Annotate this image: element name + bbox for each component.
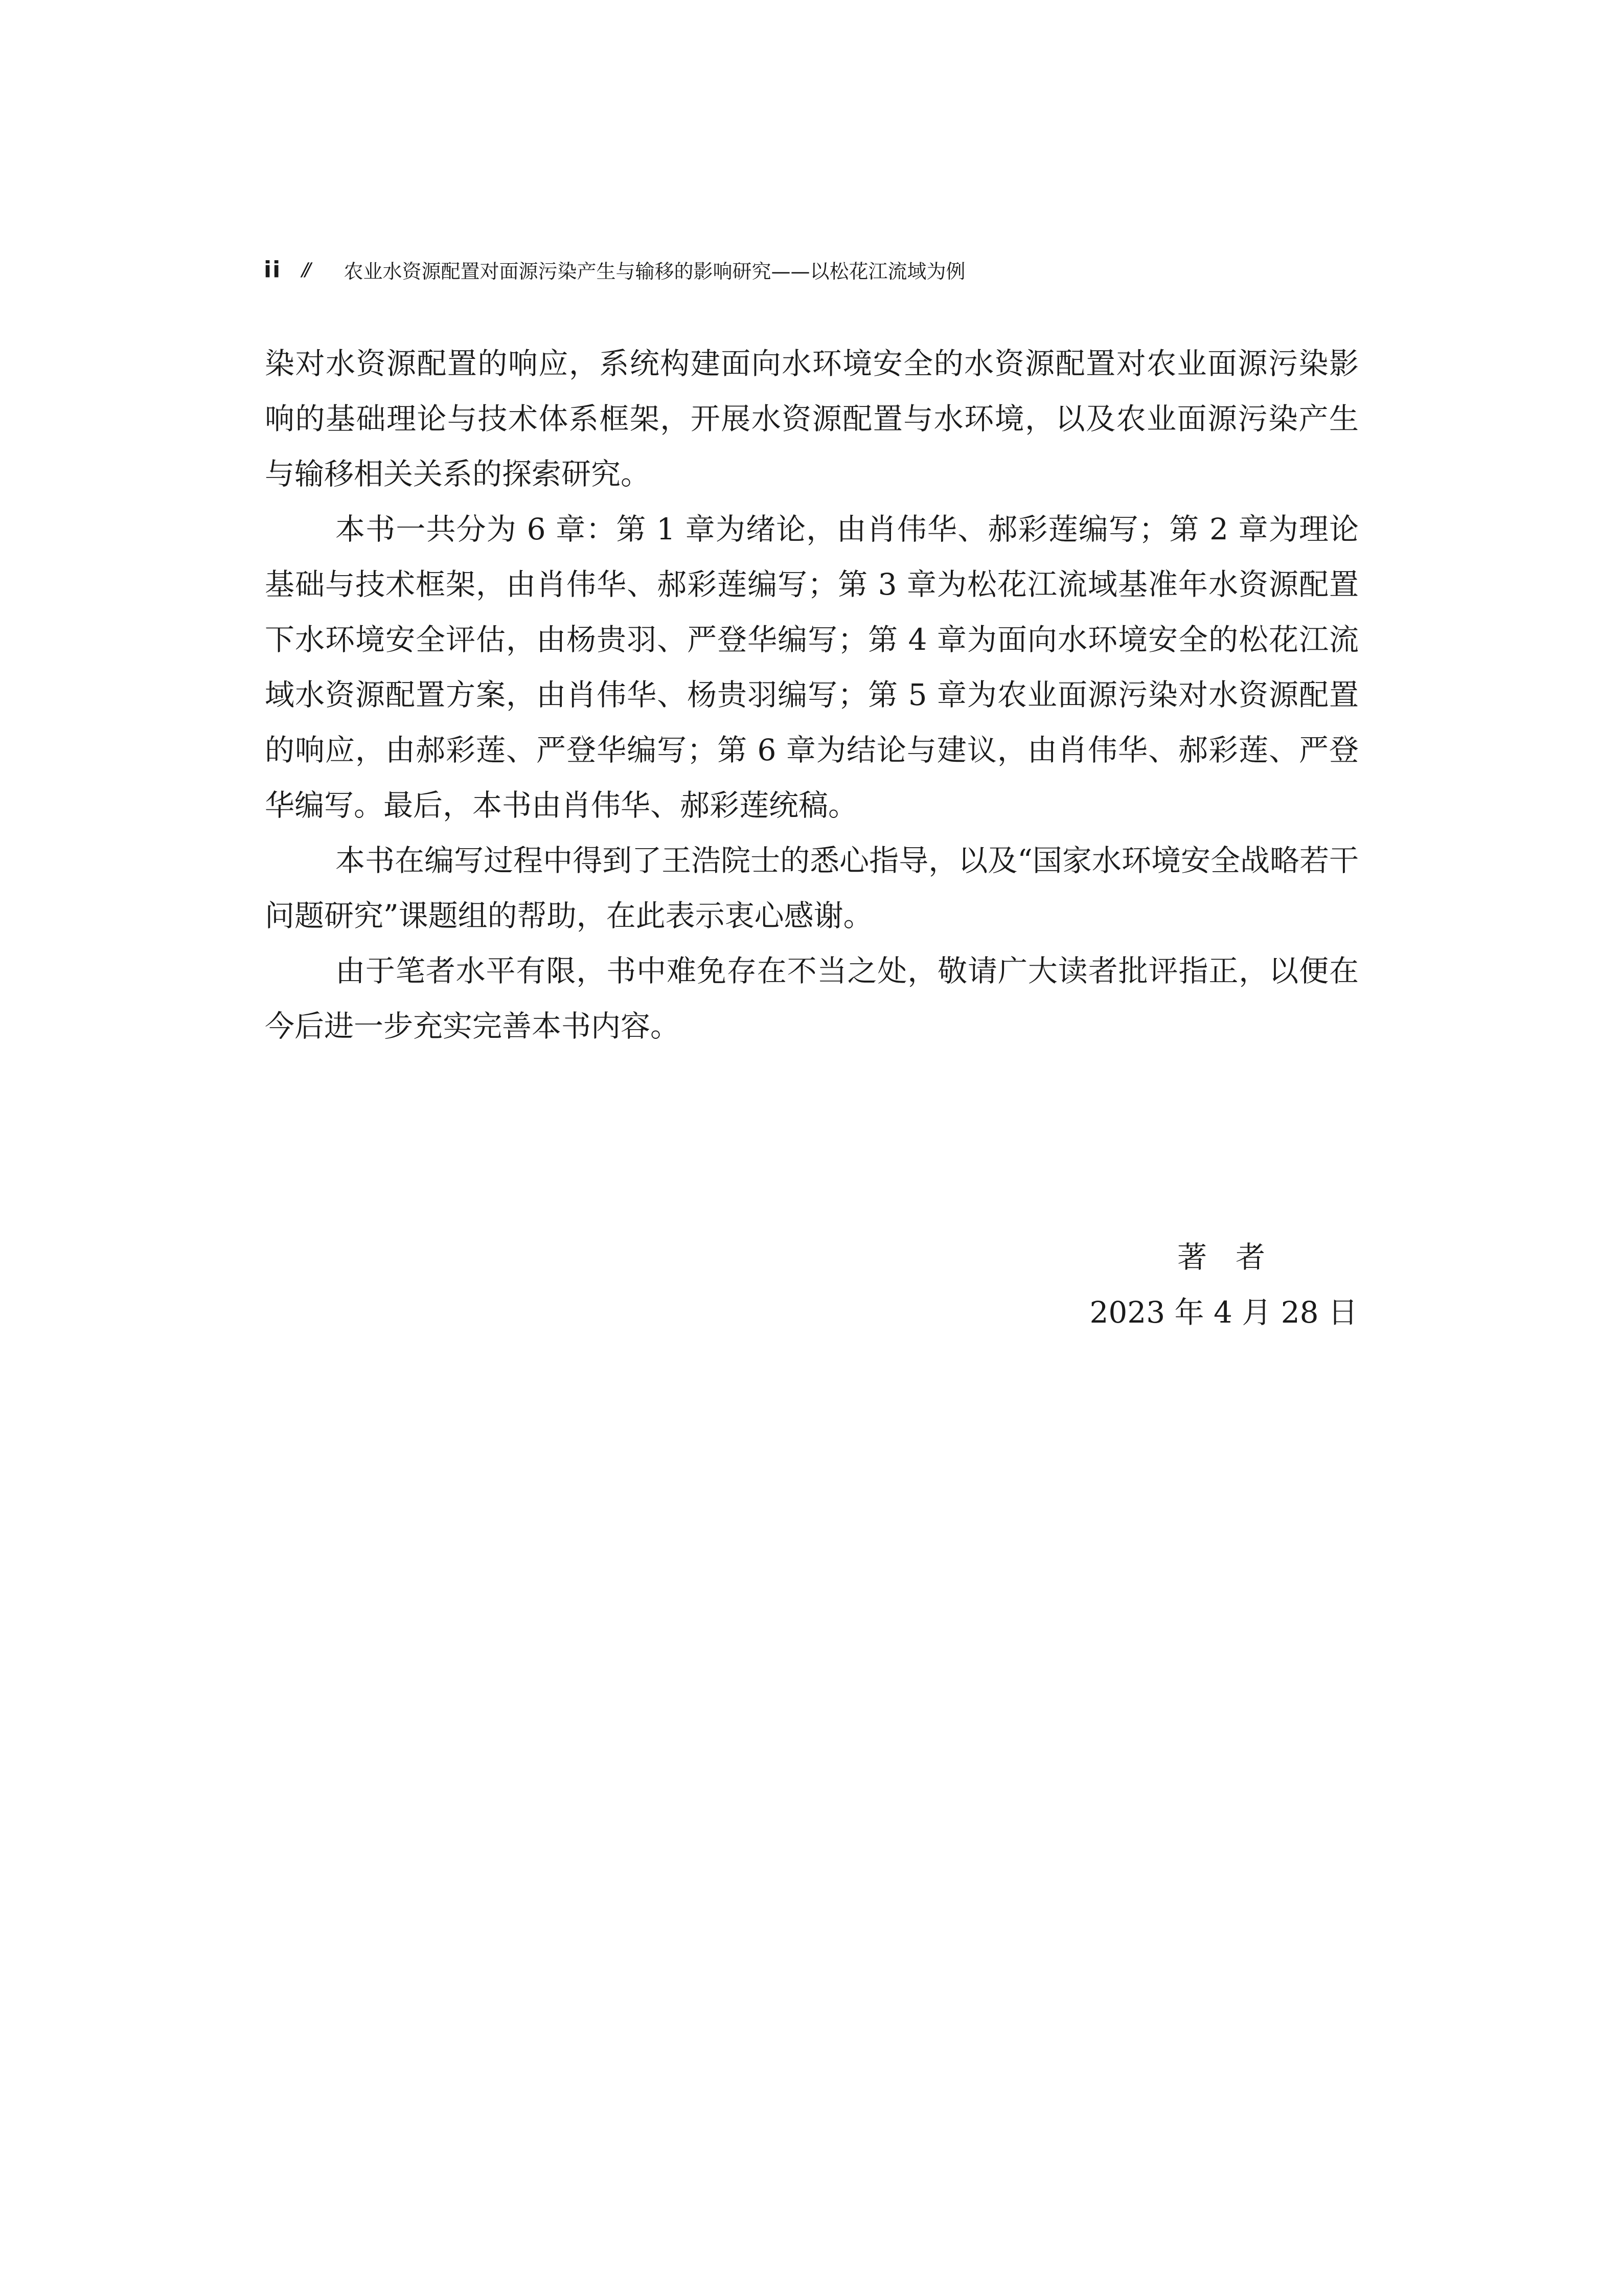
paragraph-continued: 染对水资源配置的响应，系统构建面向水环境安全的水资源配置对农业面源污染影响的基础理论与技术体系框架，开展水资源配置与水环境，以及农业面源污染产生与输移相关关系的探索研究。 (265, 346, 1359, 491)
header-separator: // (302, 259, 308, 280)
paragraph-disclaimer: 由于笔者水平有限，书中难免存在不当之处，敬请广大读者批评指正，以便在今后进一步充实完善本书内容。 (265, 953, 1359, 1043)
body-text (265, 336, 1359, 1054)
book-title: 农业水资源配置对面源污染产生与输移的影响研究——以松花江流域为例 (344, 260, 966, 283)
signature-block (898, 1230, 1358, 1340)
signature-date: 2023 年 4 月 28 日 (1089, 1295, 1358, 1330)
paragraph-chapter-outline: 本书一共分为 6 章：第 1 章为绪论，由肖伟华、郝彩莲编写；第 2 章为理论基础与技术框架，由肖伟华、郝彩莲编写；第 3 章为松花江流域基准年水资源配置下水环境安全评估，由杨贵羽、严登华编写；第 4 章为面向水环境安全的松花江流域水资源配置方案，由肖伟华、杨贵羽编写；第 5 章为农业面源污染对水资源配置的响应，由郝彩莲、严登华编写；第 6 章为结论与建议，由肖伟华、郝彩莲、严登华编写。最后，本书由肖伟华、郝彩莲统稿。 (265, 512, 1359, 823)
running-header (264, 252, 965, 287)
author-signature: 著者 (1177, 1240, 1294, 1275)
page-number: ii (264, 256, 282, 283)
paragraph-acknowledgement: 本书在编写过程中得到了王浩院士的悉心指导，以及“国家水环境安全战略若干问题研究”课题组的帮助，在此表示衷心感谢。 (265, 843, 1359, 933)
